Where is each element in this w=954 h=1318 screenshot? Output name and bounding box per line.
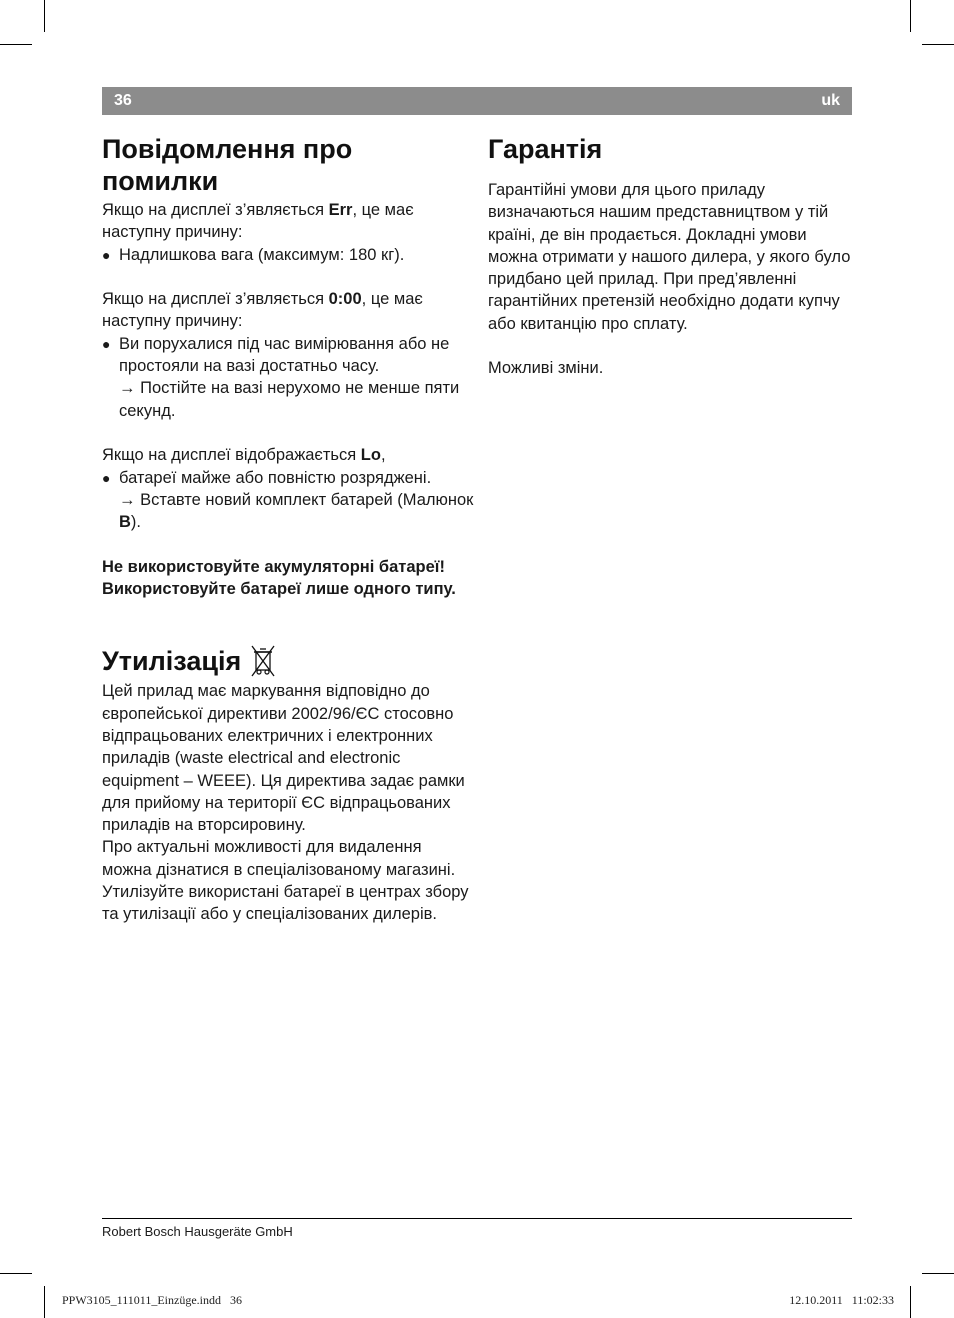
disposal-paragraph-3: Утилізуйте використані батареї в центрах збору та утилізації або у спеціалізованих дилерів.	[102, 883, 469, 924]
footer-divider	[102, 1218, 852, 1219]
disposal-section-heading	[102, 644, 474, 678]
crossed-out-wheelie-bin-icon	[249, 644, 277, 678]
changes-note: Можливі зміни.	[488, 359, 604, 378]
print-slug-file: PPW3105_111011_Einzüge.indd 36	[62, 1293, 242, 1307]
crop-mark	[910, 1286, 911, 1318]
zero-action: → Постійте на вазі нерухомо не менше пяти секунд.	[119, 379, 460, 420]
disposal-section-title: Утилізація	[102, 646, 242, 677]
crop-mark	[0, 1273, 32, 1274]
disposal-paragraph-1: Цей прилад має маркування відповідно до європейської директиви 2002/96/ЄС стосовно відпрацьованих електричних і електронних приладів (waste electrical and electronic equipment – WEEE). Ця директива задає рамки для прийому на території ЄС відпрацьованих приладів на вторсировину.	[102, 682, 465, 835]
warranty-section-title: Гарантія	[488, 134, 603, 164]
left-column	[102, 133, 474, 926]
print-slug-date: 12.10.2011 11:02:33	[789, 1293, 894, 1307]
zero-intro: Якщо на дисплеї з’являється 0:00, це має наступну причину:	[102, 290, 423, 331]
err-intro: Якщо на дисплеї з’являється Err, це має наступну причину:	[102, 201, 414, 242]
footer-company: Robert Bosch Hausgeräte GmbH	[102, 1224, 293, 1239]
page-header-bar	[102, 87, 852, 115]
language-code: uk	[821, 92, 840, 109]
err-cause-item: ● Надлишкова вага (максимум: 180 кг).	[102, 244, 474, 266]
crop-mark	[922, 44, 954, 45]
crop-mark	[44, 1286, 45, 1318]
crop-mark	[910, 0, 911, 32]
lo-action: → Вставте новий комплект батарей (Малюнок B).	[119, 490, 474, 532]
figure-ref: B	[119, 513, 131, 532]
battery-warning: Не використовуйте акумуляторні батареї! Використовуйте батареї лише одного типу.	[102, 557, 456, 599]
zero-cause-item: ● Ви поруxалися під час вимірювання або не простояли на вазі достатньо часу.	[102, 333, 474, 378]
lo-code: Lo	[360, 446, 381, 465]
right-column	[488, 133, 853, 380]
lo-intro: Якщо на дисплеї відображається Lo,	[102, 446, 386, 465]
disposal-paragraph-2: Про актуальні можливості для видалення можна дізнатися в спеціалізованому магазині.	[102, 838, 456, 879]
crop-mark	[0, 44, 32, 45]
warranty-paragraph: Гарантійні умови для цього приладу визначаються нашим представництвом у тій країні, де він продається. Докладні умови можна отримати у нашого дилера, у якого було придбано цей прилад. При пред’явленні гарантійних претензій необхідно додати купчу або квитанцію про сплату.	[488, 181, 851, 333]
page-number: 36	[114, 92, 132, 109]
error-section-title: Повідомлення про помилки	[102, 134, 353, 196]
err-code: Err	[328, 201, 353, 219]
crop-mark	[44, 0, 45, 32]
lo-cause-item: ● батареї майже або повністю розряджені.	[102, 467, 474, 489]
zero-code: 0:00	[328, 290, 362, 309]
crop-mark	[922, 1273, 954, 1274]
